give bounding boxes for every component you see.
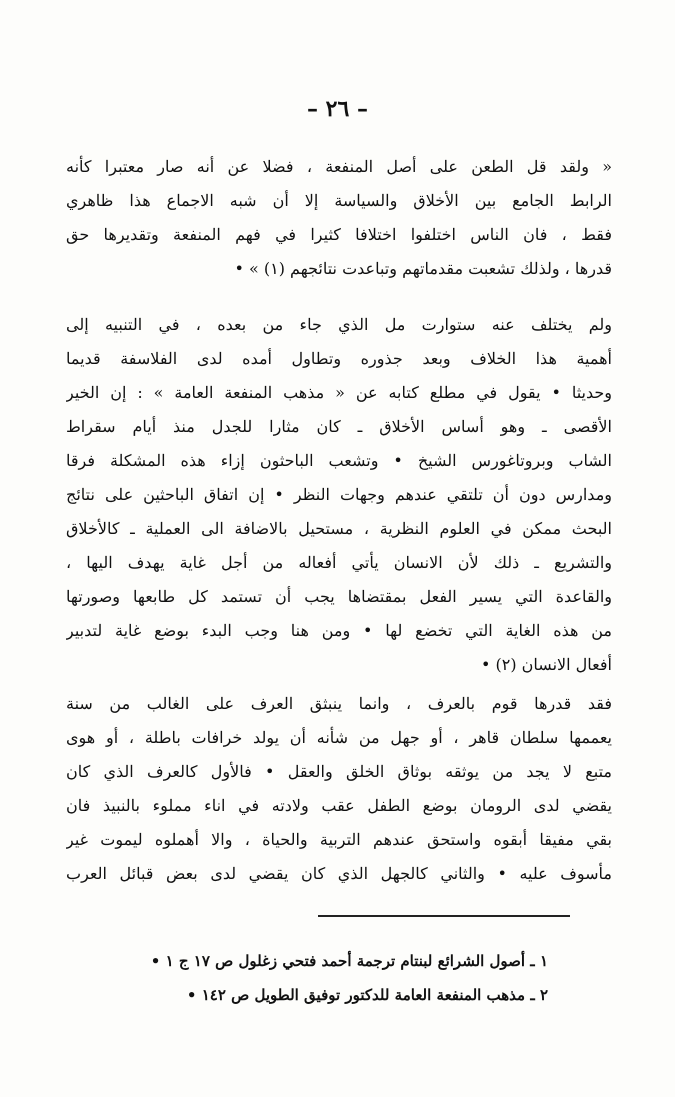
text-line: والقاعدة التي يسير الفعل بمقتضاها يجب أن تستمد كل طابعها وصورتها <box>66 587 612 606</box>
text-line: بقي مفيقا أبقوه واستحق عندهم التربية والحياة ، والا أهملوه ليموت غير <box>66 830 612 849</box>
paragraph-1 <box>66 150 612 286</box>
text-line: أفعال الانسان (٢) • <box>480 655 612 674</box>
text-line: يعممها سلطان قاهر ، أو جهل من شأنه أن يولد خرافات باطلة ، أو هوى <box>66 728 612 747</box>
text-line: متبع لا يجد من يوثقه بوثاق الخلق والعقل • فالأول كالعرف الذي كان <box>66 762 612 781</box>
text-line: ولم يختلف عنه ستوارت مل الذي جاء من بعده ، في التنبيه إلى <box>66 315 612 334</box>
text-line: والتشريع ـ ذلك لأن الانسان يأتي أفعاله من أجل غاية يهدف اليها ، <box>66 553 612 572</box>
paragraph-3 <box>66 687 612 891</box>
paragraph-2 <box>66 308 612 682</box>
text-line: يقضي لدى الرومان بوضع الطفل عقب ولادته في اناء مملوء بالنبيذ فان <box>66 796 612 815</box>
text-line: قدرها ، ولذلك تشعبت مقدماتهم وتباعدت نتائجهم (١) » • <box>234 259 612 278</box>
text-line: مأسوف عليه • والثاني كالجهل الذي كان يقضي لدى بعض قبائل العرب <box>66 864 612 883</box>
text-line: فقط ، فان الناس اختلفوا اختلافا كثيرا في فهم المنفعة وتقديرها حق <box>66 225 612 244</box>
text-line: أهمية هذا الخلاف وبعد جذوره وتطاول أمده لدى الفلاسفة قديما <box>66 349 612 368</box>
text-line: الأقصى ـ وهو أساس الأخلاق ـ كان مثارا للجدل منذ أيام سقراط <box>66 417 612 436</box>
page-number: – ٢٦ – <box>307 96 368 122</box>
footnote-1: ١ ـ أصول الشرائع لبنتام ترجمة أحمد فتحي زغلول ص ١٧ ج ١ • <box>150 952 548 970</box>
footnotes <box>66 944 548 1012</box>
text-line: فقد قدرها قوم بالعرف ، وانما ينبثق العرف على الغالب من سنة <box>66 694 612 713</box>
text-line: الرابط الجامع بين الأخلاق والسياسة إلا أن شبه الاجماع هذا ظاهري <box>66 191 612 210</box>
text-line: الشاب وبروتاغورس الشيخ • وتشعب الباحثون إزاء هذه المشكلة فرقا <box>66 451 612 470</box>
footnote-2: ٢ ـ مذهب المنفعة العامة للدكتور توفيق الطويل ص ١٤٢ • <box>186 986 548 1004</box>
text-line: « ولقد قل الطعن على أصل المنفعة ، فضلا عن أنه صار معتبرا كأنه <box>66 157 612 176</box>
footnote-divider <box>318 915 570 917</box>
text-line: البحث ممكن في العلوم النظرية ، مستحيل بالاضافة الى العملية ـ كالأخلاق <box>66 519 612 538</box>
text-line: ومدارس دون أن تلتقي عندهم وجهات النظر • إن اتفاق الباحثين على نتائج <box>66 485 612 504</box>
text-line: وحديثا • يقول في مطلع كتابه عن « مذهب المنفعة العامة » : إن الخير <box>66 383 612 402</box>
text-line: من هذه الغاية التي تخضع لها • ومن هنا وجب البدء بوضع غاية لتدبير <box>66 621 612 640</box>
